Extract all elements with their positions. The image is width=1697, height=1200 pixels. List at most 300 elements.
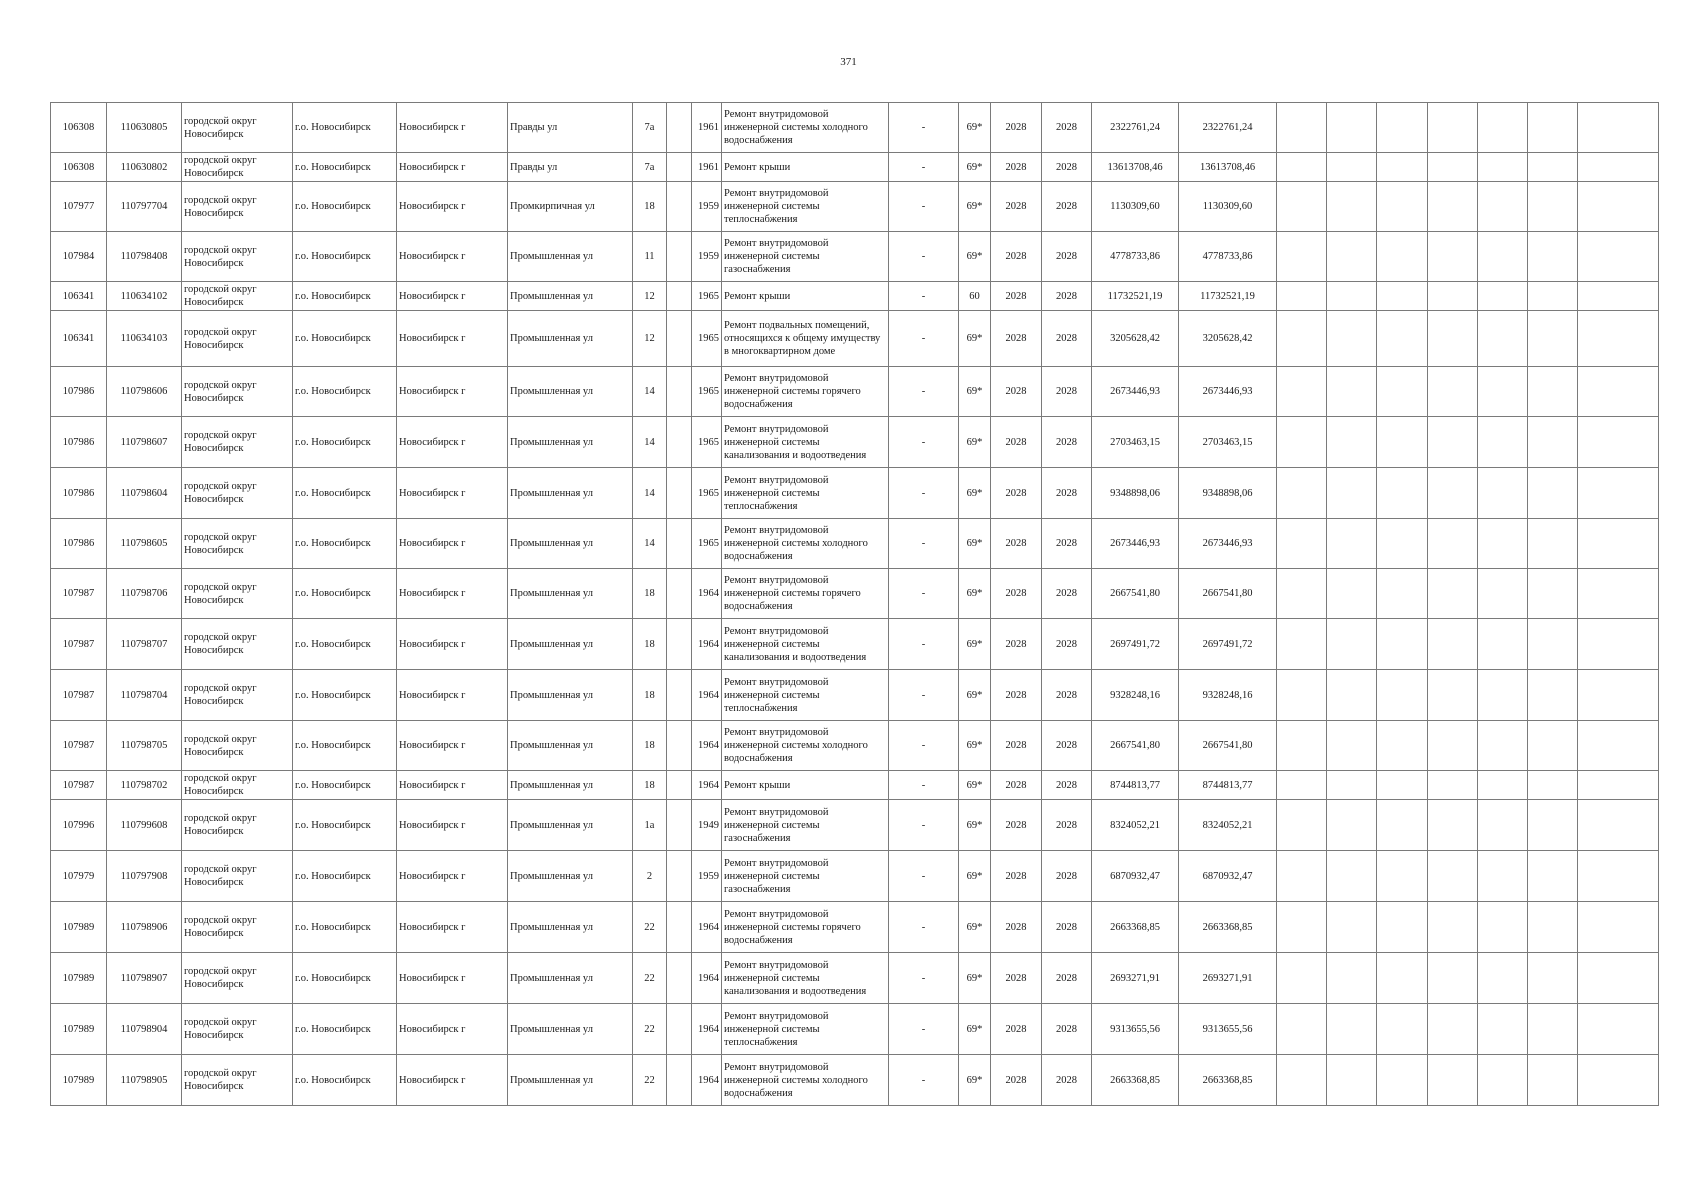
cell-work: Ремонт внутридомовой инженерной системы горячего водоснабжения [722, 902, 889, 953]
cell-coef: 69* [959, 851, 991, 902]
cell-locality: Новосибирск г [397, 232, 508, 282]
cell-locality: Новосибирск г [397, 367, 508, 417]
cell-total: 2703463,15 [1179, 417, 1277, 468]
cell-cost: 9328248,16 [1092, 670, 1179, 721]
cell-empty [1277, 800, 1327, 851]
cell-empty [1428, 619, 1478, 670]
cell-coef: 69* [959, 670, 991, 721]
cell-empty [1277, 1004, 1327, 1055]
cell-empty [1277, 232, 1327, 282]
cell-empty [1377, 569, 1428, 619]
cell-empty [1478, 721, 1528, 771]
cell-empty [1428, 902, 1478, 953]
cell-dash: - [889, 569, 959, 619]
cell-coef: 69* [959, 953, 991, 1004]
cell-coef: 69* [959, 367, 991, 417]
cell-empty [1478, 1004, 1528, 1055]
cell-municipality: г.о. Новосибирск [293, 311, 397, 367]
cell-empty [1277, 519, 1327, 569]
cell-municipality: г.о. Новосибирск [293, 851, 397, 902]
cell-total: 2663368,85 [1179, 902, 1277, 953]
cell-extra [667, 721, 692, 771]
cell-empty [1478, 182, 1528, 232]
cell-code: 110798604 [107, 468, 182, 519]
cell-empty [1428, 771, 1478, 800]
cell-total: 6870932,47 [1179, 851, 1277, 902]
cell-year-plan: 2028 [991, 721, 1042, 771]
cell-empty [1478, 232, 1528, 282]
cell-empty [1578, 721, 1659, 771]
cell-empty [1478, 1055, 1528, 1106]
cell-empty [1377, 367, 1428, 417]
cell-dash: - [889, 103, 959, 153]
cell-house: 12 [633, 282, 667, 311]
cell-empty [1528, 721, 1578, 771]
cell-extra [667, 1004, 692, 1055]
cell-municipality: г.о. Новосибирск [293, 670, 397, 721]
cell-id: 106341 [51, 311, 107, 367]
cell-total: 2693271,91 [1179, 953, 1277, 1004]
cell-cost: 1130309,60 [1092, 182, 1179, 232]
cell-street: Промышленная ул [508, 569, 633, 619]
cell-year-plan: 2028 [991, 1004, 1042, 1055]
cell-cost: 3205628,42 [1092, 311, 1179, 367]
cell-dash: - [889, 953, 959, 1004]
cell-id: 107987 [51, 771, 107, 800]
cell-total: 13613708,46 [1179, 153, 1277, 182]
cell-id: 107986 [51, 417, 107, 468]
cell-year-done: 2028 [1042, 619, 1092, 670]
cell-cost: 6870932,47 [1092, 851, 1179, 902]
cell-street: Промышленная ул [508, 851, 633, 902]
cell-code: 110798606 [107, 367, 182, 417]
cell-id: 107989 [51, 953, 107, 1004]
cell-municipality: г.о. Новосибирск [293, 771, 397, 800]
cell-empty [1377, 619, 1428, 670]
cell-work: Ремонт внутридомовой инженерной системы холодного водоснабжения [722, 519, 889, 569]
cell-municipality: г.о. Новосибирск [293, 1055, 397, 1106]
cell-house: 7а [633, 153, 667, 182]
cell-year-plan: 2028 [991, 771, 1042, 800]
cell-house: 22 [633, 1004, 667, 1055]
cell-street: Промышленная ул [508, 468, 633, 519]
cell-extra [667, 953, 692, 1004]
cell-coef: 69* [959, 153, 991, 182]
cell-year: 1964 [692, 1004, 722, 1055]
cell-dash: - [889, 800, 959, 851]
cell-cost: 2667541,80 [1092, 569, 1179, 619]
cell-empty [1428, 1004, 1478, 1055]
cell-dash: - [889, 670, 959, 721]
cell-house: 14 [633, 417, 667, 468]
cell-empty [1528, 468, 1578, 519]
cell-cost: 8744813,77 [1092, 771, 1179, 800]
cell-house: 2 [633, 851, 667, 902]
cell-street: Промышленная ул [508, 771, 633, 800]
cell-empty [1327, 1004, 1377, 1055]
cell-cost: 13613708,46 [1092, 153, 1179, 182]
cell-year-done: 2028 [1042, 1055, 1092, 1106]
cell-coef: 69* [959, 311, 991, 367]
cell-total: 1130309,60 [1179, 182, 1277, 232]
cell-dash: - [889, 182, 959, 232]
cell-empty [1478, 953, 1528, 1004]
cell-year: 1964 [692, 670, 722, 721]
cell-work: Ремонт внутридомовой инженерной системы теплоснабжения [722, 1004, 889, 1055]
cell-empty [1528, 771, 1578, 800]
cell-year-plan: 2028 [991, 800, 1042, 851]
cell-empty [1428, 417, 1478, 468]
cell-locality: Новосибирск г [397, 800, 508, 851]
table-row [51, 519, 1659, 569]
cell-year-done: 2028 [1042, 182, 1092, 232]
cell-year-plan: 2028 [991, 103, 1042, 153]
cell-id: 106308 [51, 103, 107, 153]
cell-year: 1965 [692, 468, 722, 519]
cell-house: 11 [633, 232, 667, 282]
cell-empty [1428, 851, 1478, 902]
cell-empty [1377, 417, 1428, 468]
cell-municipality: г.о. Новосибирск [293, 569, 397, 619]
table-row [51, 1004, 1659, 1055]
cell-empty [1528, 1004, 1578, 1055]
registry-table [50, 102, 1659, 1106]
cell-year-done: 2028 [1042, 468, 1092, 519]
cell-total: 9313655,56 [1179, 1004, 1277, 1055]
cell-year-plan: 2028 [991, 367, 1042, 417]
table-row [51, 367, 1659, 417]
cell-empty [1478, 519, 1528, 569]
cell-code: 110798705 [107, 721, 182, 771]
cell-empty [1377, 670, 1428, 721]
cell-empty [1327, 953, 1377, 1004]
cell-empty [1528, 153, 1578, 182]
cell-year-done: 2028 [1042, 771, 1092, 800]
cell-dash: - [889, 311, 959, 367]
cell-cost: 2693271,91 [1092, 953, 1179, 1004]
table-row [51, 103, 1659, 153]
cell-work: Ремонт внутридомовой инженерной системы горячего водоснабжения [722, 569, 889, 619]
cell-total: 4778733,86 [1179, 232, 1277, 282]
cell-district: городской округ Новосибирск [182, 519, 293, 569]
cell-year-plan: 2028 [991, 1055, 1042, 1106]
cell-empty [1277, 417, 1327, 468]
cell-year-plan: 2028 [991, 902, 1042, 953]
cell-total: 2667541,80 [1179, 569, 1277, 619]
cell-empty [1327, 468, 1377, 519]
cell-empty [1428, 232, 1478, 282]
cell-year-plan: 2028 [991, 670, 1042, 721]
cell-house: 22 [633, 1055, 667, 1106]
cell-municipality: г.о. Новосибирск [293, 953, 397, 1004]
cell-locality: Новосибирск г [397, 417, 508, 468]
cell-total: 8324052,21 [1179, 800, 1277, 851]
cell-municipality: г.о. Новосибирск [293, 1004, 397, 1055]
cell-empty [1578, 670, 1659, 721]
cell-empty [1578, 311, 1659, 367]
cell-empty [1428, 311, 1478, 367]
cell-empty [1327, 282, 1377, 311]
cell-street: Правды ул [508, 103, 633, 153]
cell-empty [1528, 232, 1578, 282]
cell-total: 2673446,93 [1179, 519, 1277, 569]
cell-empty [1428, 367, 1478, 417]
cell-year-plan: 2028 [991, 468, 1042, 519]
cell-locality: Новосибирск г [397, 1004, 508, 1055]
cell-empty [1377, 851, 1428, 902]
cell-year-plan: 2028 [991, 417, 1042, 468]
cell-work: Ремонт внутридомовой инженерной системы теплоснабжения [722, 182, 889, 232]
cell-total: 2663368,85 [1179, 1055, 1277, 1106]
cell-house: 18 [633, 771, 667, 800]
cell-locality: Новосибирск г [397, 619, 508, 670]
cell-code: 110799608 [107, 800, 182, 851]
cell-extra [667, 851, 692, 902]
cell-coef: 69* [959, 103, 991, 153]
cell-empty [1478, 902, 1528, 953]
cell-empty [1377, 468, 1428, 519]
cell-code: 110798706 [107, 569, 182, 619]
cell-year-plan: 2028 [991, 232, 1042, 282]
cell-id: 107987 [51, 619, 107, 670]
cell-dash: - [889, 771, 959, 800]
cell-year: 1964 [692, 721, 722, 771]
cell-cost: 8324052,21 [1092, 800, 1179, 851]
cell-code: 110798905 [107, 1055, 182, 1106]
cell-municipality: г.о. Новосибирск [293, 367, 397, 417]
cell-year-done: 2028 [1042, 800, 1092, 851]
cell-street: Промкирпичная ул [508, 182, 633, 232]
cell-total: 2697491,72 [1179, 619, 1277, 670]
cell-cost: 2673446,93 [1092, 367, 1179, 417]
cell-empty [1578, 103, 1659, 153]
cell-extra [667, 311, 692, 367]
cell-cost: 2663368,85 [1092, 902, 1179, 953]
cell-empty [1478, 282, 1528, 311]
cell-empty [1528, 953, 1578, 1004]
cell-empty [1428, 468, 1478, 519]
table-row [51, 232, 1659, 282]
cell-year-plan: 2028 [991, 282, 1042, 311]
cell-empty [1377, 953, 1428, 1004]
cell-empty [1578, 232, 1659, 282]
cell-empty [1277, 771, 1327, 800]
cell-locality: Новосибирск г [397, 103, 508, 153]
cell-year-done: 2028 [1042, 721, 1092, 771]
cell-total: 2667541,80 [1179, 721, 1277, 771]
cell-work: Ремонт внутридомовой инженерной системы газоснабжения [722, 851, 889, 902]
cell-empty [1528, 417, 1578, 468]
cell-coef: 69* [959, 232, 991, 282]
cell-id: 107987 [51, 670, 107, 721]
table-row [51, 800, 1659, 851]
cell-code: 110634103 [107, 311, 182, 367]
cell-id: 106308 [51, 153, 107, 182]
cell-cost: 2673446,93 [1092, 519, 1179, 569]
cell-work: Ремонт внутридомовой инженерной системы теплоснабжения [722, 670, 889, 721]
cell-empty [1327, 721, 1377, 771]
cell-work: Ремонт внутридомовой инженерной системы газоснабжения [722, 800, 889, 851]
cell-empty [1277, 851, 1327, 902]
cell-locality: Новосибирск г [397, 182, 508, 232]
cell-work: Ремонт внутридомовой инженерной системы холодного водоснабжения [722, 721, 889, 771]
cell-empty [1327, 569, 1377, 619]
cell-year: 1964 [692, 619, 722, 670]
table-row [51, 569, 1659, 619]
cell-empty [1578, 851, 1659, 902]
cell-code: 110797704 [107, 182, 182, 232]
cell-extra [667, 182, 692, 232]
cell-street: Промышленная ул [508, 282, 633, 311]
cell-empty [1277, 670, 1327, 721]
cell-empty [1478, 468, 1528, 519]
cell-empty [1528, 519, 1578, 569]
cell-district: городской округ Новосибирск [182, 417, 293, 468]
cell-dash: - [889, 1004, 959, 1055]
cell-empty [1327, 153, 1377, 182]
cell-empty [1578, 519, 1659, 569]
cell-coef: 69* [959, 902, 991, 953]
cell-total: 8744813,77 [1179, 771, 1277, 800]
cell-id: 107989 [51, 902, 107, 953]
cell-extra [667, 619, 692, 670]
cell-year: 1964 [692, 569, 722, 619]
cell-empty [1327, 800, 1377, 851]
cell-empty [1428, 153, 1478, 182]
cell-empty [1528, 1055, 1578, 1106]
cell-dash: - [889, 519, 959, 569]
cell-total: 2322761,24 [1179, 103, 1277, 153]
cell-code: 110630805 [107, 103, 182, 153]
cell-code: 110630802 [107, 153, 182, 182]
cell-extra [667, 103, 692, 153]
cell-year-plan: 2028 [991, 953, 1042, 1004]
cell-empty [1528, 619, 1578, 670]
cell-year: 1949 [692, 800, 722, 851]
table-row [51, 1055, 1659, 1106]
cell-empty [1377, 771, 1428, 800]
cell-empty [1327, 902, 1377, 953]
cell-locality: Новосибирск г [397, 468, 508, 519]
cell-extra [667, 232, 692, 282]
cell-house: 18 [633, 182, 667, 232]
cell-id: 107987 [51, 721, 107, 771]
cell-empty [1277, 153, 1327, 182]
cell-empty [1377, 153, 1428, 182]
cell-empty [1377, 519, 1428, 569]
cell-empty [1377, 232, 1428, 282]
cell-empty [1277, 311, 1327, 367]
cell-empty [1377, 103, 1428, 153]
cell-extra [667, 367, 692, 417]
table-row [51, 851, 1659, 902]
cell-year: 1964 [692, 771, 722, 800]
cell-municipality: г.о. Новосибирск [293, 153, 397, 182]
table-row [51, 771, 1659, 800]
cell-empty [1327, 1055, 1377, 1106]
cell-empty [1377, 902, 1428, 953]
cell-year-plan: 2028 [991, 311, 1042, 367]
cell-year: 1959 [692, 851, 722, 902]
cell-empty [1428, 519, 1478, 569]
cell-empty [1528, 311, 1578, 367]
cell-empty [1578, 153, 1659, 182]
cell-work: Ремонт подвальных помещений, относящихся к общему имуществу в многоквартирном доме [722, 311, 889, 367]
cell-house: 18 [633, 619, 667, 670]
cell-empty [1528, 851, 1578, 902]
cell-street: Промышленная ул [508, 519, 633, 569]
cell-work: Ремонт внутридомовой инженерной системы теплоснабжения [722, 468, 889, 519]
cell-year-done: 2028 [1042, 569, 1092, 619]
cell-year-done: 2028 [1042, 153, 1092, 182]
cell-street: Промышленная ул [508, 417, 633, 468]
cell-empty [1478, 417, 1528, 468]
cell-code: 110798702 [107, 771, 182, 800]
cell-district: городской округ Новосибирск [182, 800, 293, 851]
cell-empty [1277, 468, 1327, 519]
cell-empty [1377, 800, 1428, 851]
cell-coef: 69* [959, 771, 991, 800]
cell-empty [1377, 311, 1428, 367]
cell-empty [1428, 569, 1478, 619]
cell-empty [1327, 619, 1377, 670]
cell-code: 110798906 [107, 902, 182, 953]
cell-extra [667, 569, 692, 619]
cell-empty [1377, 282, 1428, 311]
table-row [51, 902, 1659, 953]
cell-empty [1528, 182, 1578, 232]
cell-code: 110798704 [107, 670, 182, 721]
cell-coef: 60 [959, 282, 991, 311]
cell-empty [1327, 771, 1377, 800]
table-row [51, 468, 1659, 519]
cell-empty [1578, 771, 1659, 800]
cell-empty [1478, 670, 1528, 721]
cell-year-done: 2028 [1042, 103, 1092, 153]
cell-house: 18 [633, 569, 667, 619]
cell-locality: Новосибирск г [397, 569, 508, 619]
cell-year: 1964 [692, 1055, 722, 1106]
cell-dash: - [889, 851, 959, 902]
cell-work: Ремонт крыши [722, 771, 889, 800]
cell-empty [1327, 182, 1377, 232]
cell-id: 107979 [51, 851, 107, 902]
cell-municipality: г.о. Новосибирск [293, 902, 397, 953]
cell-empty [1277, 1055, 1327, 1106]
cell-municipality: г.о. Новосибирск [293, 417, 397, 468]
cell-empty [1377, 182, 1428, 232]
cell-empty [1478, 569, 1528, 619]
cell-empty [1428, 182, 1478, 232]
cell-year: 1965 [692, 519, 722, 569]
cell-code: 110798607 [107, 417, 182, 468]
cell-year-done: 2028 [1042, 282, 1092, 311]
cell-id: 107996 [51, 800, 107, 851]
cell-municipality: г.о. Новосибирск [293, 232, 397, 282]
table-row [51, 282, 1659, 311]
cell-year-done: 2028 [1042, 902, 1092, 953]
cell-year-done: 2028 [1042, 311, 1092, 367]
cell-work: Ремонт внутридомовой инженерной системы холодного водоснабжения [722, 103, 889, 153]
cell-district: городской округ Новосибирск [182, 1055, 293, 1106]
cell-coef: 69* [959, 1055, 991, 1106]
cell-locality: Новосибирск г [397, 953, 508, 1004]
cell-district: городской округ Новосибирск [182, 282, 293, 311]
cell-district: городской округ Новосибирск [182, 670, 293, 721]
cell-empty [1578, 367, 1659, 417]
cell-district: городской округ Новосибирск [182, 902, 293, 953]
cell-dash: - [889, 367, 959, 417]
